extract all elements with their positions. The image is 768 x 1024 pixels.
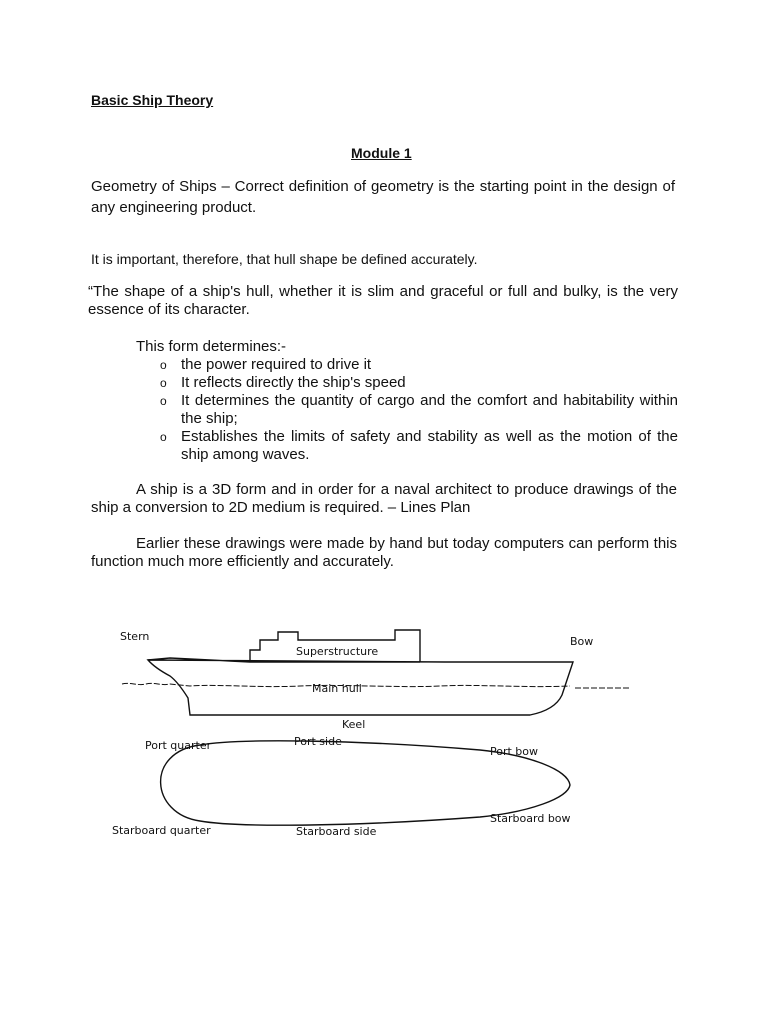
bullet-icon: o [160, 394, 167, 408]
list-item-text: It reflects directly the ship's speed [181, 374, 406, 391]
label-main-hull: Main hull [312, 682, 362, 695]
list-item [160, 392, 678, 428]
label-keel: Keel [342, 718, 366, 731]
label-superstructure: Superstructure [296, 645, 379, 658]
paragraph-lines-plan: A ship is a 3D form and in order for a naval architect to produce drawings of the ship a conversion to 2D medium is required. – Lines Plan [91, 481, 677, 516]
paragraph-hull-shape: It is important, therefore, that hull shape be defined accurately. [91, 251, 478, 267]
form-intro: This form determines:- [136, 338, 287, 355]
label-starboard-side: Starboard side [296, 825, 377, 838]
label-starboard-quarter: Starboard quarter [112, 824, 211, 837]
label-starboard-bow: Starboard bow [490, 812, 571, 825]
list-item [160, 356, 678, 374]
list-item [160, 374, 678, 392]
label-port-side: Port side [294, 735, 342, 748]
list-item-text: It determines the quantity of cargo and the comfort and habitability within the ship; [181, 392, 678, 427]
bullet-icon: o [160, 430, 167, 444]
form-list [160, 356, 678, 464]
list-item-text: Establishes the limits of safety and stability as well as the motion of the ship among waves. [181, 428, 678, 463]
bullet-icon: o [160, 358, 167, 372]
list-item [160, 428, 678, 464]
waterline [122, 683, 630, 688]
paragraph-computers: Earlier these drawings were made by hand but today computers can perform this function much more efficiently and accurately. [91, 535, 677, 570]
document-title: Basic Ship Theory [91, 92, 214, 108]
list-item-text: the power required to drive it [181, 356, 372, 373]
paragraph-quote: “The shape of a ship's hull, whether it is slim and graceful or full and bulky, is the very essence of its character. [88, 283, 678, 318]
label-port-quarter: Port quarter [145, 739, 212, 752]
paragraph-geometry: Geometry of Ships – Correct definition of geometry is the starting point in the design of any engineering product. [91, 178, 675, 216]
bullet-icon: o [160, 376, 167, 390]
label-port-bow: Port bow [490, 745, 539, 758]
label-bow: Bow [570, 635, 594, 648]
module-heading: Module 1 [351, 145, 412, 161]
label-stern: Stern [120, 630, 150, 643]
ship-diagram [100, 600, 640, 850]
